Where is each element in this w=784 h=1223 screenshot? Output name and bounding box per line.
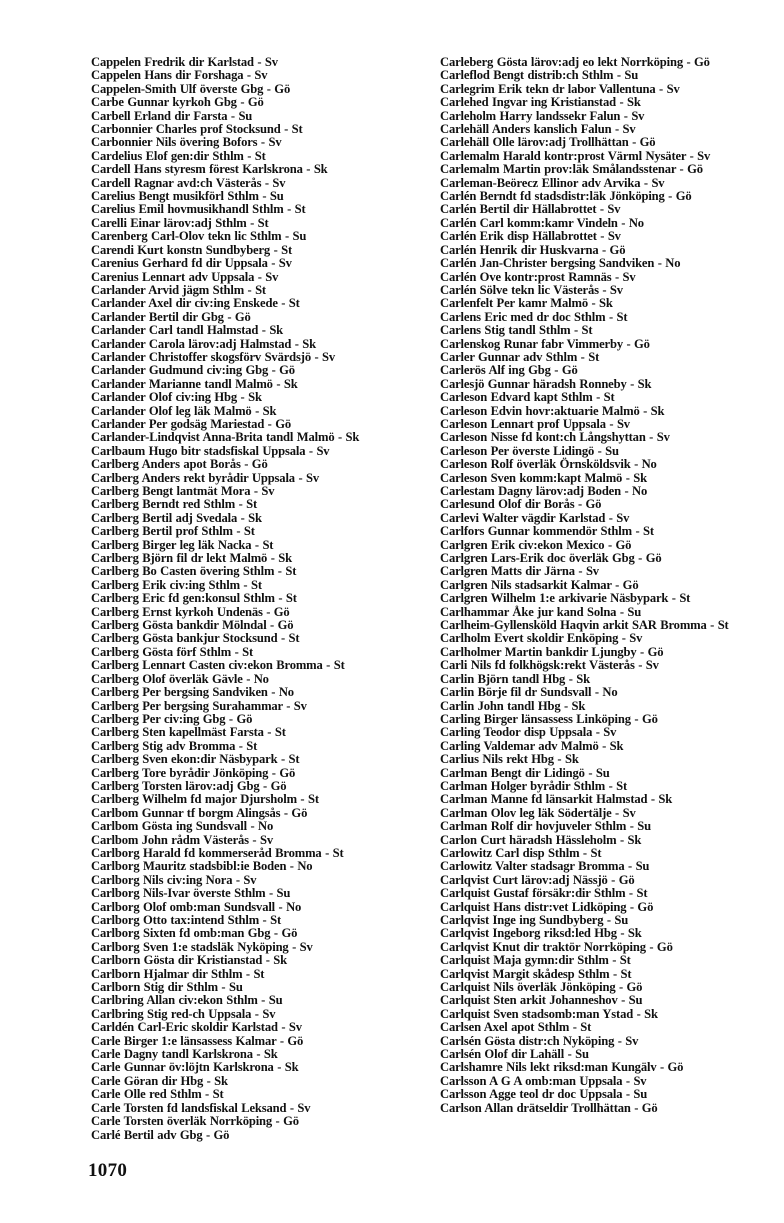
directory-entry: Carelius Bengt musikförl Sthlm - Su — [91, 189, 284, 204]
directory-entry: Carlsén Olof dir Lahäll - Su — [440, 1047, 589, 1062]
directory-entry: Carleson Per överste Lidingö - Su — [440, 443, 619, 458]
directory-entry: Cappelen-Smith Ulf överste Gbg - Gö — [91, 81, 291, 96]
directory-entry: Carlsson A G A omb:man Uppsala - Sv — [440, 1073, 647, 1088]
directory-entry: Carle Torsten fd landsfiskal Leksand - Sv — [91, 1100, 311, 1115]
directory-entry: Carlander-Lindqvist Anna-Brita tandl Malmö - Sk — [91, 430, 360, 445]
directory-entry: Carlestam Dagny lärov:adj Boden - No — [440, 484, 648, 498]
directory-entry: Carlberg Per bergsing Surahammar - Sv — [91, 698, 307, 713]
directory-entry: Carlberg Birger leg läk Nacka - St — [91, 537, 274, 552]
directory-entry: Carleson Rolf överläk Örnsköldsvik - No — [440, 457, 657, 472]
directory-entry: Carenius Lennart adv Uppsala - Sv — [91, 269, 279, 284]
directory-entry: Carlowitz Carl disp Sthlm - St — [440, 845, 602, 860]
directory-entry: Carlhammar Åke jur kand Solna - Su — [440, 604, 642, 619]
directory-entry: Carlborg Harald fd kommerseråd Bromma - St — [91, 845, 344, 860]
directory-entry: Carlberg Gösta bankdir Mölndal - Gö — [91, 618, 294, 633]
directory-entry: Carlbom Gösta ing Sundsvall - No — [91, 819, 274, 834]
directory-entry: Carelius Emil hovmusikhandl Sthlm - St — [91, 202, 306, 217]
directory-entry: Carleson Edvin hovr:aktuarie Malmö - Sk — [440, 403, 665, 418]
directory-entry: Carlheim-Gyllensköld Haqvin arkit SAR Bromma - St — [440, 618, 729, 633]
directory-entry: Carlander Gudmund civ:ing Gbg - Gö — [91, 363, 295, 378]
directory-entry: Carlander Bertil dir Gbg - Gö — [91, 309, 251, 324]
directory-entry: Carlberg Erik civ:ing Sthlm - St — [91, 577, 262, 592]
directory-entry: Carbonnier Charles prof Stocksund - St — [91, 122, 303, 137]
directory-entry: Carlin Börje fil dr Sundsvall - No — [440, 685, 618, 700]
page-number: 1070 — [88, 1160, 128, 1181]
directory-entry: Carlander Axel dir civ:ing Enskede - St — [91, 296, 300, 311]
directory-entry: Carlman Manne fd länsarkit Halmstad - Sk — [440, 792, 673, 807]
directory-entry: Carlman Rolf dir hovjuveler Sthlm - Su — [440, 819, 651, 834]
directory-entry: Carlberg Bertil prof Sthlm - St — [91, 524, 255, 539]
directory-entry: Carlander Arvid jägm Sthlm - St — [91, 282, 266, 297]
directory-entry: Carlén Jan-Christer bergsing Sandviken - No — [440, 256, 681, 271]
directory-entry: Carling Teodor disp Uppsala - Sv — [440, 725, 617, 740]
directory-entry: Carbell Erland dir Farsta - Su — [91, 108, 253, 123]
directory-entry: Carle Torsten överläk Norrköping - Gö — [91, 1114, 299, 1129]
directory-entry: Carlfors Gunnar kommendör Sthlm - St — [440, 524, 654, 539]
directory-entry: Carlholmer Martin bankdir Ljungby - Gö — [440, 644, 664, 659]
directory-entry: Cappelen Hans dir Forshaga - Sv — [91, 68, 268, 83]
directory-entry: Carlander Per godsäg Mariestad - Gö — [91, 416, 292, 431]
directory-entry: Carlgren Nils stadsarkit Kalmar - Gö — [440, 577, 639, 592]
directory-entry: Carlberg Björn fil dr lekt Malmö - Sk — [91, 551, 292, 566]
directory-entry: Carleberg Gösta lärov:adj eo lekt Norrköping - Gö — [440, 55, 710, 69]
directory-entry: Carbonnier Nils övering Bofors - Sv — [91, 135, 282, 150]
directory-entry: Carler Gunnar adv Sthlm - St — [440, 349, 600, 364]
directory-entry: Carlquist Maja gymn:dir Sthlm - St — [440, 953, 631, 968]
directory-entry: Carlgren Erik civ:ekon Mexico - Gö — [440, 537, 632, 552]
directory-entry: Carlander Carl tandl Halmstad - Sk — [91, 323, 284, 338]
directory-entry: Carle Olle red Sthlm - St — [91, 1087, 224, 1102]
directory-entry: Carlbom John rådm Västerås - Sv — [91, 832, 273, 847]
directory-entry: Carlborg Nils civ:ing Nora - Sv — [91, 872, 257, 887]
directory-entry: Carlson Allan drätseldir Trollhättan - Gö — [440, 1100, 658, 1115]
directory-entry: Carlberg Gösta förf Sthlm - St — [91, 644, 254, 659]
directory-entry: Carlborg Olof omb:man Sundsvall - No — [91, 899, 302, 914]
directory-entry: Carlsen Axel apot Sthlm - St — [440, 1020, 592, 1035]
directory-entry: Carlberg Gösta bankjur Stocksund - St — [91, 631, 300, 646]
directory-entry: Carlman Bengt dir Lidingö - Su — [440, 765, 610, 780]
directory-entry: Carlehäll Olle lärov:adj Trollhättan - Gö — [440, 135, 656, 150]
directory-entry: Carlberg Bo Casten övering Sthlm - St — [91, 564, 297, 579]
directory-entry: Carlsén Gösta distr:ch Nyköping - Sv — [440, 1033, 639, 1048]
directory-entry: Carlquist Hans distr:vet Lidköping - Gö — [440, 899, 654, 914]
directory-entry: Carleman-Beörecz Ellinor adv Arvika - Sv — [440, 175, 665, 190]
directory-entry: Carlquist Sten arkit Johanneshov - Su — [440, 993, 643, 1008]
directory-entry: Carlehäll Anders kanslich Falun - Sv — [440, 122, 636, 137]
directory-entry: Carlius Nils rekt Hbg - Sk — [440, 752, 579, 767]
directory-entry: Carlén Berndt fd stadsdistr:läk Jönköping - Gö — [440, 189, 692, 204]
directory-entry: Carldén Carl-Eric skoldir Karlstad - Sv — [91, 1020, 302, 1035]
directory-entry: Carlander Christoffer skogsförv Svärdsjö - Sv — [91, 349, 336, 364]
directory-entry: Carlborn Stig dir Sthlm - Su — [91, 980, 243, 995]
directory-entry: Carleson Lennart prof Uppsala - Sv — [440, 416, 630, 431]
directory-entry: Carlenfelt Per kamr Malmö - Sk — [440, 296, 613, 311]
directory-entry: Carli Nils fd folkhögsk:rekt Västerås - Sv — [440, 658, 659, 673]
directory-entry: Carlberg Bengt lantmät Mora - Sv — [91, 484, 275, 498]
directory-entry: Carleholm Harry landssekr Falun - Sv — [440, 108, 645, 123]
directory-entry: Carlén Erik disp Hällabrottet - Sv — [440, 229, 621, 244]
directory-entry: Carlsson Agge teol dr doc Uppsala - Su — [440, 1087, 648, 1102]
directory-entry: Carlon Curt häradsh Hässleholm - Sk — [440, 832, 642, 847]
directory-entry: Carlborg Otto tax:intend Sthlm - St — [91, 913, 281, 927]
directory-entry: Carlin Björn tandl Hbg - Sk — [440, 671, 590, 686]
directory-entry: Carlborg Sven 1:e stadsläk Nyköping - Sv — [91, 939, 313, 954]
directory-entry: Carlberg Eric fd gen:konsul Sthlm - St — [91, 591, 297, 606]
directory-entry: Carlholm Evert skoldir Enköping - Sv — [440, 631, 643, 646]
directory-entry: Carlemalm Martin prov:läk Smålandsstenar - Gö — [440, 162, 703, 177]
directory-entry: Carlén Henrik dir Huskvarna - Gö — [440, 242, 626, 257]
directory-entry: Carlborn Hjalmar dir Sthlm - St — [91, 966, 265, 981]
directory-entry: Cardell Ragnar avd:ch Västerås - Sv — [91, 175, 286, 190]
directory-entry: Carleson Sven komm:kapt Malmö - Sk — [440, 470, 647, 485]
directory-entry: Carlberg Anders rekt byrådir Uppsala - Sv — [91, 470, 319, 485]
directory-entry: Carling Birger länsassess Linköping - Gö — [440, 711, 658, 726]
directory-entry: Carleflod Bengt distrib:ch Sthlm - Su — [440, 68, 639, 83]
directory-entry: Carlqvist Knut dir traktör Norrköping - Gö — [440, 939, 673, 954]
directory-entry: Carlesjö Gunnar häradsh Ronneby - Sk — [440, 376, 652, 391]
directory-entry: Carlé Bertil adv Gbg - Gö — [91, 1127, 230, 1142]
directory-entry: Carlén Ove kontr:prost Ramnäs - Sv — [440, 269, 636, 284]
directory-entry: Cardell Hans styresm förest Karlskrona - Sk — [91, 162, 328, 177]
directory-entry: Carlberg Per civ:ing Gbg - Gö — [91, 711, 253, 726]
directory-entry: Carlehed Ingvar ing Kristianstad - Sk — [440, 95, 641, 110]
directory-entry: Carlshamre Nils lekt riksd:man Kungälv - Gö — [440, 1060, 684, 1075]
directory-entry: Carleson Edvard kapt Sthlm - St — [440, 390, 615, 405]
directory-entry: Carle Göran dir Hbg - Sk — [91, 1073, 228, 1088]
right-column — [440, 56, 762, 1115]
directory-entry: Carlberg Lennart Casten civ:ekon Bromma - St — [91, 658, 345, 673]
directory-entry: Carlén Bertil dir Hällabrottet - Sv — [440, 202, 621, 217]
directory-entry: Carlberg Sten kapellmäst Farsta - St — [91, 725, 286, 740]
directory-entry: Carlén Sölve tekn lic Västerås - Sv — [440, 282, 623, 297]
directory-entry: Carle Gunnar öv:löjtn Karlskrona - Sk — [91, 1060, 299, 1075]
directory-entry: Carlbaum Hugo bitr stadsfiskal Uppsala - Sv — [91, 443, 330, 458]
directory-entry: Cappelen Fredrik dir Karlstad - Sv — [91, 55, 278, 69]
directory-entry: Carlgren Matts dir Järna - Sv — [440, 564, 599, 579]
directory-entry: Carlqvist Curt lärov:adj Nässjö - Gö — [440, 872, 635, 887]
directory-entry: Carlens Eric med dr doc Sthlm - St — [440, 309, 628, 324]
directory-entry: Carlén Carl komm:kamr Vindeln - No — [440, 215, 644, 230]
directory-entry: Carlin John tandl Hbg - Sk — [440, 698, 586, 713]
directory-entry: Carlander Olof civ:ing Hbg - Sk — [91, 390, 262, 405]
directory-entry: Carlenskog Runar fabr Vimmerby - Gö — [440, 336, 650, 351]
directory-entry: Carlberg Sven ekon:dir Näsbypark - St — [91, 752, 300, 767]
directory-entry: Carlander Marianne tandl Malmö - Sk — [91, 376, 298, 391]
directory-entry: Carlbring Allan civ:ekon Sthlm - Su — [91, 993, 283, 1008]
directory-entry: Carlqvist Inge ing Sundbyberg - Su — [440, 913, 629, 927]
directory-entry: Carlbom Gunnar tf borgm Alingsås - Gö — [91, 805, 308, 820]
left-column — [91, 56, 413, 1142]
directory-entry: Carlborg Nils-Ivar överste Sthlm - Su — [91, 886, 291, 901]
directory-entry: Carlquist Nils överläk Jönköping - Gö — [440, 980, 643, 995]
directory-entry: Carle Birger 1:e länsassess Kalmar - Gö — [91, 1033, 304, 1048]
directory-entry: Carlberg Anders apot Borås - Gö — [91, 457, 268, 472]
directory-entry: Carlevi Walter vägdir Karlstad - Sv — [440, 510, 630, 525]
directory-entry: Carlegrim Erik tekn dr labor Vallentuna - Sv — [440, 81, 680, 96]
directory-entry: Carendi Kurt konstn Sundbyberg - St — [91, 242, 293, 257]
directory-entry: Carlborg Mauritz stadsbibl:ie Boden - No — [91, 859, 313, 874]
directory-entry: Carlesund Olof dir Borås - Gö — [440, 497, 602, 512]
directory-entry: Carlquist Gustaf försäkr:dir Sthlm - St — [440, 886, 648, 901]
directory-entry: Carenberg Carl-Olov tekn lic Sthlm - Su — [91, 229, 307, 244]
directory-entry: Carlberg Tore byrådir Jönköping - Gö — [91, 765, 296, 780]
directory-entry: Carlgren Lars-Erik doc överläk Gbg - Gö — [440, 551, 662, 566]
directory-entry: Carlowitz Valter stadsagr Bromma - Su — [440, 859, 650, 874]
directory-entry: Carlbring Stig red-ch Uppsala - Sv — [91, 1006, 276, 1021]
directory-entry: Carleson Nisse fd kont:ch Långshyttan - Sv — [440, 430, 670, 445]
directory-entry: Carlens Stig tandl Sthlm - St — [440, 323, 593, 338]
directory-entry: Carlqvist Margit skådesp Sthlm - St — [440, 966, 632, 981]
directory-entry: Carlemalm Harald kontr:prost Värml Nysäter - Sv — [440, 148, 711, 163]
directory-entry: Carling Valdemar adv Malmö - Sk — [440, 738, 624, 753]
directory-entry: Carlberg Berndt red Sthlm - St — [91, 497, 258, 512]
directory-entry: Carlman Olov leg läk Södertälje - Sv — [440, 805, 636, 820]
directory-entry: Carlberg Bertil adj Svedala - Sk — [91, 510, 262, 525]
directory-entry: Carlqvist Ingeborg riksd:led Hbg - Sk — [440, 926, 642, 941]
directory-entry: Carlberg Per bergsing Sandviken - No — [91, 685, 294, 700]
directory-entry: Carlander Olof leg läk Malmö - Sk — [91, 403, 277, 418]
directory-entry: Carelli Einar lärov:adj Sthlm - St — [91, 215, 269, 230]
directory-entry: Carlquist Sven stadsomb:man Ystad - Sk — [440, 1006, 658, 1021]
directory-entry: Carlberg Ernst kyrkoh Undenäs - Gö — [91, 604, 290, 619]
directory-entry: Carlman Holger byrådir Sthlm - St — [440, 778, 628, 793]
directory-entry: Carlborg Sixten fd omb:man Gbg - Gö — [91, 926, 298, 941]
directory-entry: Carlborn Gösta dir Kristianstad - Sk — [91, 953, 287, 968]
directory-entry: Carbe Gunnar kyrkoh Gbg - Gö — [91, 95, 264, 110]
directory-entry: Carlerös Alf ing Gbg - Gö — [440, 363, 578, 378]
directory-entry: Carlander Carola lärov:adj Halmstad - Sk — [91, 336, 316, 351]
directory-entry: Carlberg Olof överläk Gävle - No — [91, 671, 269, 686]
directory-entry: Carlberg Stig adv Bromma - St — [91, 738, 258, 753]
directory-entry: Carlgren Wilhelm 1:e arkivarie Näsbypark - St — [440, 591, 691, 606]
directory-entry: Cardelius Elof gen:dir Sthlm - St — [91, 148, 266, 163]
directory-entry: Carenius Gerhard fd dir Uppsala - Sv — [91, 256, 292, 271]
directory-entry: Carle Dagny tandl Karlskrona - Sk — [91, 1047, 278, 1062]
directory-entry: Carlberg Wilhelm fd major Djursholm - St — [91, 792, 319, 807]
directory-entry: Carlberg Torsten lärov:adj Gbg - Gö — [91, 778, 287, 793]
